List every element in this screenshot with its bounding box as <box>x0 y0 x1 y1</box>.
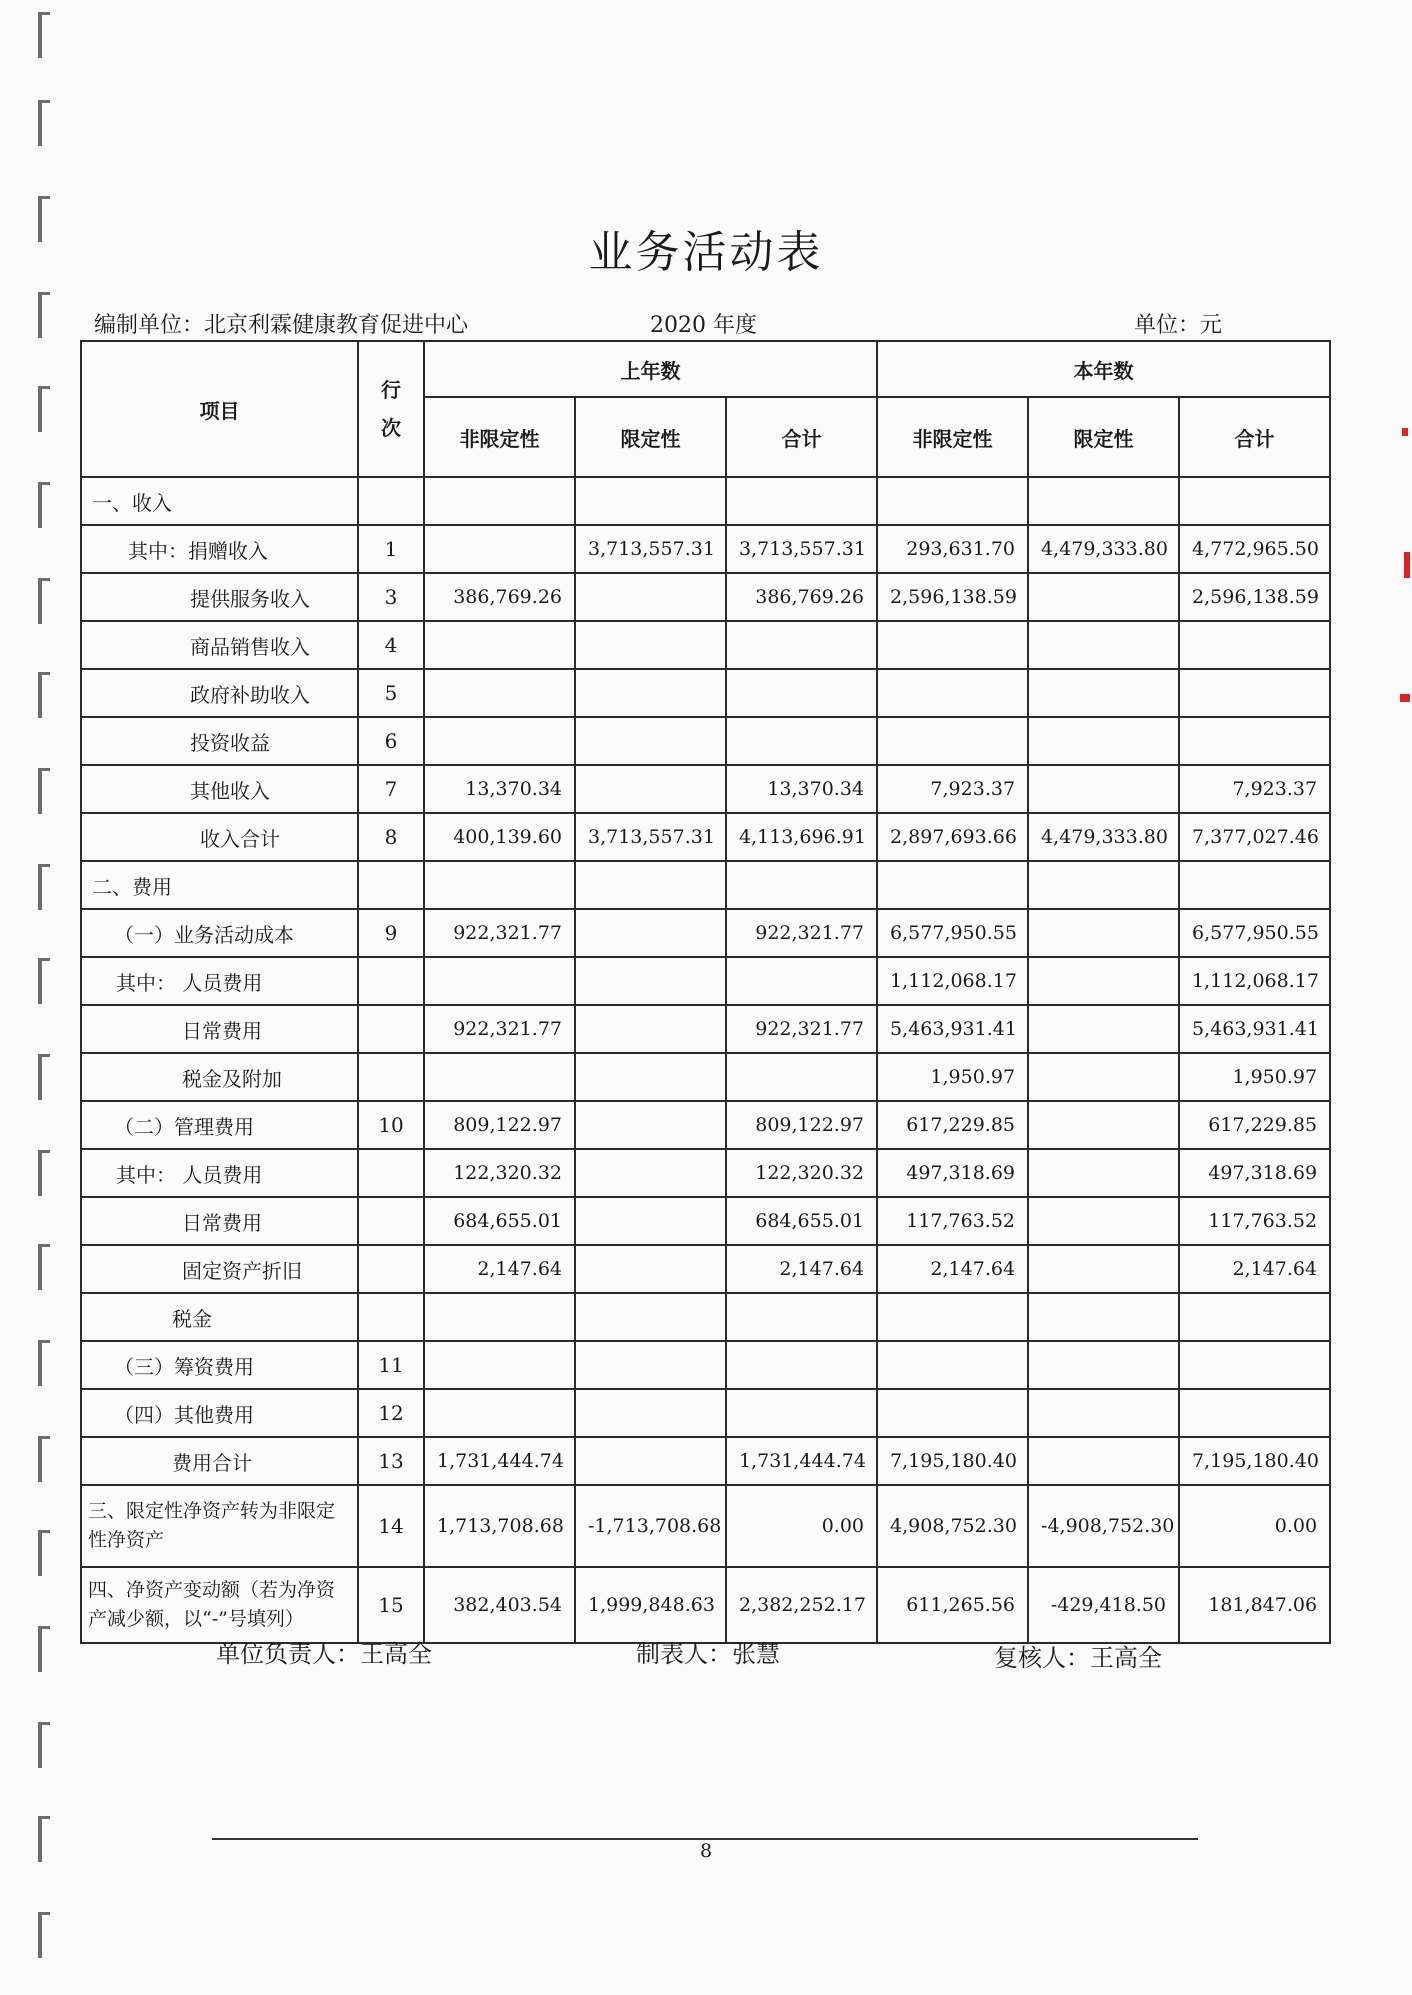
cell-this-total: 4,772,965.50 <box>1179 525 1330 573</box>
row-item-label: 日常费用 <box>81 1005 358 1053</box>
row-item-label: 三、限定性净资产转为非限定性净资产 <box>81 1485 358 1567</box>
cell-prev-restricted <box>575 1005 726 1053</box>
cell-this-unrestricted <box>877 1293 1028 1341</box>
binding-mark <box>38 1530 50 1576</box>
table-row <box>81 1567 1330 1643</box>
cell-this-unrestricted: 2,897,693.66 <box>877 813 1028 861</box>
cell-prev-restricted <box>575 1293 726 1341</box>
stamp-fragment <box>1404 552 1410 578</box>
cell-prev-restricted: 3,713,557.31 <box>575 525 726 573</box>
table-row <box>81 765 1330 813</box>
cell-prev-restricted <box>575 1101 726 1149</box>
cell-this-total: 7,923.37 <box>1179 765 1330 813</box>
cell-this-restricted <box>1028 1293 1179 1341</box>
cell-prev-total <box>726 1053 877 1101</box>
cell-this-restricted <box>1028 861 1179 909</box>
cell-prev-restricted <box>575 1389 726 1437</box>
cell-prev-restricted <box>575 909 726 957</box>
cell-this-restricted <box>1028 1005 1179 1053</box>
cell-this-unrestricted: 2,596,138.59 <box>877 573 1028 621</box>
cell-prev-restricted <box>575 1053 726 1101</box>
row-item-label: 其他收入 <box>81 765 358 813</box>
row-number <box>358 1053 424 1101</box>
row-item-label: 投资收益 <box>81 717 358 765</box>
row-item-label: 一、收入 <box>81 477 358 525</box>
cell-this-restricted <box>1028 717 1179 765</box>
cell-this-restricted <box>1028 957 1179 1005</box>
cell-this-unrestricted <box>877 477 1028 525</box>
row-number <box>358 1005 424 1053</box>
row-number <box>358 1149 424 1197</box>
row-item-label: 四、净资产变动额（若为净资产减少额，以“-”号填列） <box>81 1567 358 1643</box>
cell-this-unrestricted <box>877 669 1028 717</box>
cell-prev-total: 809,122.97 <box>726 1101 877 1149</box>
cell-prev-restricted <box>575 765 726 813</box>
table-row <box>81 909 1330 957</box>
col-header-prev-total: 合计 <box>726 397 877 477</box>
business-activity-table <box>80 340 1331 1644</box>
row-item-label: 固定资产折旧 <box>81 1245 358 1293</box>
col-header-item: 项目 <box>81 341 358 477</box>
row-item-label: 费用合计 <box>81 1437 358 1485</box>
cell-prev-unrestricted <box>424 477 575 525</box>
table-row <box>81 1389 1330 1437</box>
cell-this-total <box>1179 477 1330 525</box>
row-number: 6 <box>358 717 424 765</box>
row-number <box>358 1245 424 1293</box>
col-header-this-restricted: 限定性 <box>1028 397 1179 477</box>
binding-mark <box>38 1244 50 1290</box>
cell-prev-total: 3,713,557.31 <box>726 525 877 573</box>
table-row <box>81 1005 1330 1053</box>
cell-prev-total <box>726 957 877 1005</box>
cell-this-restricted: -429,418.50 <box>1028 1567 1179 1643</box>
cell-this-restricted <box>1028 1101 1179 1149</box>
binding-mark <box>38 958 50 1004</box>
cell-prev-restricted <box>575 573 726 621</box>
cell-prev-restricted: 1,999,848.63 <box>575 1567 726 1643</box>
row-number: 3 <box>358 573 424 621</box>
cell-prev-unrestricted: 1,731,444.74 <box>424 1437 575 1485</box>
cell-prev-total: 122,320.32 <box>726 1149 877 1197</box>
table-row <box>81 813 1330 861</box>
row-item-label: 政府补助收入 <box>81 669 358 717</box>
cell-prev-total: 684,655.01 <box>726 1197 877 1245</box>
row-item-label: 税金及附加 <box>81 1053 358 1101</box>
cell-prev-total: 386,769.26 <box>726 573 877 621</box>
row-item-label: 其中： 人员费用 <box>81 957 358 1005</box>
cell-this-total <box>1179 669 1330 717</box>
cell-this-restricted <box>1028 909 1179 957</box>
table-row <box>81 1053 1330 1101</box>
responsible-person: 单位负责人：王高全 <box>216 1640 432 1668</box>
cell-prev-total <box>726 861 877 909</box>
cell-this-unrestricted: 617,229.85 <box>877 1101 1028 1149</box>
table-row <box>81 525 1330 573</box>
cell-this-total: 5,463,931.41 <box>1179 1005 1330 1053</box>
table-row <box>81 573 1330 621</box>
cell-prev-total <box>726 1293 877 1341</box>
row-item-label: （三）筹资费用 <box>81 1341 358 1389</box>
row-number <box>358 1293 424 1341</box>
cell-prev-total: 4,113,696.91 <box>726 813 877 861</box>
stamp-fragment <box>1402 428 1408 436</box>
cell-this-total <box>1179 861 1330 909</box>
row-number <box>358 957 424 1005</box>
binding-mark <box>38 1436 50 1482</box>
cell-this-total <box>1179 1389 1330 1437</box>
cell-this-total: 617,229.85 <box>1179 1101 1330 1149</box>
cell-this-restricted <box>1028 669 1179 717</box>
row-number: 14 <box>358 1485 424 1567</box>
cell-this-restricted <box>1028 1437 1179 1485</box>
cell-prev-restricted <box>575 957 726 1005</box>
table-row <box>81 861 1330 909</box>
row-item-label: 其中： 人员费用 <box>81 1149 358 1197</box>
cell-prev-total: 922,321.77 <box>726 1005 877 1053</box>
cell-this-unrestricted: 7,923.37 <box>877 765 1028 813</box>
col-header-this-total: 合计 <box>1179 397 1330 477</box>
cell-prev-unrestricted <box>424 1341 575 1389</box>
row-number: 13 <box>358 1437 424 1485</box>
stamp-fragment <box>1400 694 1410 702</box>
cell-prev-unrestricted: 1,713,708.68 <box>424 1485 575 1567</box>
row-number: 7 <box>358 765 424 813</box>
cell-prev-total: 13,370.34 <box>726 765 877 813</box>
cell-prev-restricted <box>575 1197 726 1245</box>
table-row <box>81 1149 1330 1197</box>
row-item-label: （四）其他费用 <box>81 1389 358 1437</box>
page-title: 业务活动表 <box>588 227 824 278</box>
cell-this-unrestricted <box>877 1389 1028 1437</box>
col-header-row-no <box>358 341 424 477</box>
cell-this-unrestricted: 4,908,752.30 <box>877 1485 1028 1567</box>
cell-this-total <box>1179 717 1330 765</box>
binding-mark <box>38 1626 50 1672</box>
cell-this-unrestricted: 5,463,931.41 <box>877 1005 1028 1053</box>
table-row <box>81 669 1330 717</box>
cell-prev-restricted <box>575 717 726 765</box>
cell-this-unrestricted: 293,631.70 <box>877 525 1028 573</box>
cell-this-restricted: -4,908,752.30 <box>1028 1485 1179 1567</box>
cell-this-unrestricted: 497,318.69 <box>877 1149 1028 1197</box>
currency-unit: 单位：元 <box>1134 313 1223 338</box>
row-number: 8 <box>358 813 424 861</box>
cell-prev-unrestricted <box>424 1389 575 1437</box>
cell-this-unrestricted: 6,577,950.55 <box>877 909 1028 957</box>
row-item-label: （一）业务活动成本 <box>81 909 358 957</box>
cell-prev-restricted: -1,713,708.68 <box>575 1485 726 1567</box>
binding-mark <box>38 1150 50 1196</box>
cell-prev-total: 0.00 <box>726 1485 877 1567</box>
table-row <box>81 621 1330 669</box>
col-header-prev-restricted: 限定性 <box>575 397 726 477</box>
cell-this-total: 7,195,180.40 <box>1179 1437 1330 1485</box>
cell-prev-restricted <box>575 1437 726 1485</box>
cell-this-total: 497,318.69 <box>1179 1149 1330 1197</box>
row-item-label: 其中：捐赠收入 <box>81 525 358 573</box>
cell-this-total: 0.00 <box>1179 1485 1330 1567</box>
binding-mark <box>38 482 50 528</box>
cell-this-total: 2,147.64 <box>1179 1245 1330 1293</box>
cell-this-unrestricted: 2,147.64 <box>877 1245 1028 1293</box>
binding-mark <box>38 578 50 624</box>
table-row <box>81 957 1330 1005</box>
cell-this-total: 1,950.97 <box>1179 1053 1330 1101</box>
row-number: 12 <box>358 1389 424 1437</box>
cell-prev-total <box>726 1341 877 1389</box>
table-row <box>81 477 1330 525</box>
binding-mark <box>38 100 50 146</box>
row-item-label: 日常费用 <box>81 1197 358 1245</box>
cell-prev-unrestricted <box>424 669 575 717</box>
row-number: 11 <box>358 1341 424 1389</box>
row-number <box>358 1197 424 1245</box>
table-row <box>81 1341 1330 1389</box>
cell-this-unrestricted: 611,265.56 <box>877 1567 1028 1643</box>
col-header-prev-unrestricted: 非限定性 <box>424 397 575 477</box>
cell-prev-unrestricted <box>424 621 575 669</box>
preparer: 制表人：张慧 <box>636 1640 780 1668</box>
cell-prev-total: 922,321.77 <box>726 909 877 957</box>
row-item-label: 提供服务收入 <box>81 573 358 621</box>
page-number: 8 <box>699 1840 713 1862</box>
cell-this-unrestricted: 117,763.52 <box>877 1197 1028 1245</box>
col-header-this-unrestricted: 非限定性 <box>877 397 1028 477</box>
binding-mark <box>38 672 50 718</box>
cell-prev-total <box>726 477 877 525</box>
row-number <box>358 477 424 525</box>
row-no-label: 行次 <box>381 378 401 440</box>
cell-prev-unrestricted: 13,370.34 <box>424 765 575 813</box>
cell-prev-unrestricted: 386,769.26 <box>424 573 575 621</box>
cell-this-restricted <box>1028 1245 1179 1293</box>
row-item-label: 商品销售收入 <box>81 621 358 669</box>
cell-this-unrestricted <box>877 861 1028 909</box>
cell-this-restricted: 4,479,333.80 <box>1028 813 1179 861</box>
cell-this-restricted <box>1028 765 1179 813</box>
cell-this-unrestricted <box>877 621 1028 669</box>
cell-prev-unrestricted <box>424 861 575 909</box>
cell-this-total: 7,377,027.46 <box>1179 813 1330 861</box>
cell-this-unrestricted: 7,195,180.40 <box>877 1437 1028 1485</box>
cell-prev-unrestricted: 684,655.01 <box>424 1197 575 1245</box>
table-row <box>81 1437 1330 1485</box>
cell-prev-restricted <box>575 621 726 669</box>
cell-prev-unrestricted: 922,321.77 <box>424 909 575 957</box>
report-year: 2020 年度 <box>650 313 757 338</box>
cell-prev-restricted <box>575 477 726 525</box>
cell-this-unrestricted: 1,950.97 <box>877 1053 1028 1101</box>
table-row <box>81 1101 1330 1149</box>
table-row <box>81 1485 1330 1567</box>
binding-mark <box>38 386 50 432</box>
cell-prev-total: 2,147.64 <box>726 1245 877 1293</box>
cell-this-unrestricted: 1,112,068.17 <box>877 957 1028 1005</box>
col-header-this-year: 本年数 <box>877 341 1330 397</box>
cell-this-total <box>1179 621 1330 669</box>
row-number <box>358 861 424 909</box>
row-number: 4 <box>358 621 424 669</box>
cell-this-total: 2,596,138.59 <box>1179 573 1330 621</box>
cell-this-total: 1,112,068.17 <box>1179 957 1330 1005</box>
cell-prev-unrestricted: 122,320.32 <box>424 1149 575 1197</box>
cell-prev-restricted: 3,713,557.31 <box>575 813 726 861</box>
cell-this-restricted <box>1028 1197 1179 1245</box>
binding-mark <box>38 1912 50 1958</box>
row-item-label: （二）管理费用 <box>81 1101 358 1149</box>
cell-prev-total: 1,731,444.74 <box>726 1437 877 1485</box>
cell-prev-unrestricted <box>424 717 575 765</box>
binding-mark <box>38 864 50 910</box>
cell-this-total: 181,847.06 <box>1179 1567 1330 1643</box>
row-number: 1 <box>358 525 424 573</box>
row-item-label: 税金 <box>81 1293 358 1341</box>
cell-this-restricted <box>1028 1389 1179 1437</box>
binding-mark <box>38 768 50 814</box>
cell-prev-total <box>726 717 877 765</box>
row-item-label: 收入合计 <box>81 813 358 861</box>
cell-prev-unrestricted: 382,403.54 <box>424 1567 575 1643</box>
binding-mark <box>38 1722 50 1768</box>
cell-prev-total <box>726 1389 877 1437</box>
row-item-label: 二、费用 <box>81 861 358 909</box>
cell-prev-restricted <box>575 1341 726 1389</box>
row-number: 5 <box>358 669 424 717</box>
cell-prev-unrestricted <box>424 1293 575 1341</box>
cell-prev-unrestricted <box>424 525 575 573</box>
cell-prev-unrestricted <box>424 1053 575 1101</box>
table-row <box>81 1245 1330 1293</box>
cell-prev-total <box>726 669 877 717</box>
cell-this-restricted <box>1028 477 1179 525</box>
binding-mark <box>38 1054 50 1100</box>
row-number: 15 <box>358 1567 424 1643</box>
table-row <box>81 1293 1330 1341</box>
table-row <box>81 1197 1330 1245</box>
cell-prev-restricted <box>575 1149 726 1197</box>
cell-this-unrestricted <box>877 1341 1028 1389</box>
binding-mark <box>38 12 50 58</box>
cell-prev-unrestricted: 809,122.97 <box>424 1101 575 1149</box>
cell-prev-unrestricted <box>424 957 575 1005</box>
cell-this-total: 6,577,950.55 <box>1179 909 1330 957</box>
cell-this-total: 117,763.52 <box>1179 1197 1330 1245</box>
cell-this-unrestricted <box>877 717 1028 765</box>
cell-this-restricted <box>1028 621 1179 669</box>
cell-prev-restricted <box>575 1245 726 1293</box>
row-number: 10 <box>358 1101 424 1149</box>
cell-this-restricted <box>1028 1053 1179 1101</box>
cell-prev-total <box>726 621 877 669</box>
cell-this-total <box>1179 1341 1330 1389</box>
cell-this-restricted: 4,479,333.80 <box>1028 525 1179 573</box>
cell-prev-total: 2,382,252.17 <box>726 1567 877 1643</box>
cell-this-restricted <box>1028 1149 1179 1197</box>
cell-this-total <box>1179 1293 1330 1341</box>
cell-this-restricted <box>1028 1341 1179 1389</box>
col-header-prev-year: 上年数 <box>424 341 877 397</box>
cell-prev-restricted <box>575 669 726 717</box>
cell-prev-unrestricted: 922,321.77 <box>424 1005 575 1053</box>
row-number: 9 <box>358 909 424 957</box>
binding-mark <box>38 292 50 338</box>
reviewer: 复核人：王高全 <box>994 1644 1162 1672</box>
binding-mark <box>38 1340 50 1386</box>
cell-this-restricted <box>1028 573 1179 621</box>
compiling-unit: 编制单位：北京利霖健康教育促进中心 <box>94 313 469 338</box>
cell-prev-unrestricted: 400,139.60 <box>424 813 575 861</box>
cell-prev-restricted <box>575 861 726 909</box>
table-row <box>81 717 1330 765</box>
cell-prev-unrestricted: 2,147.64 <box>424 1245 575 1293</box>
